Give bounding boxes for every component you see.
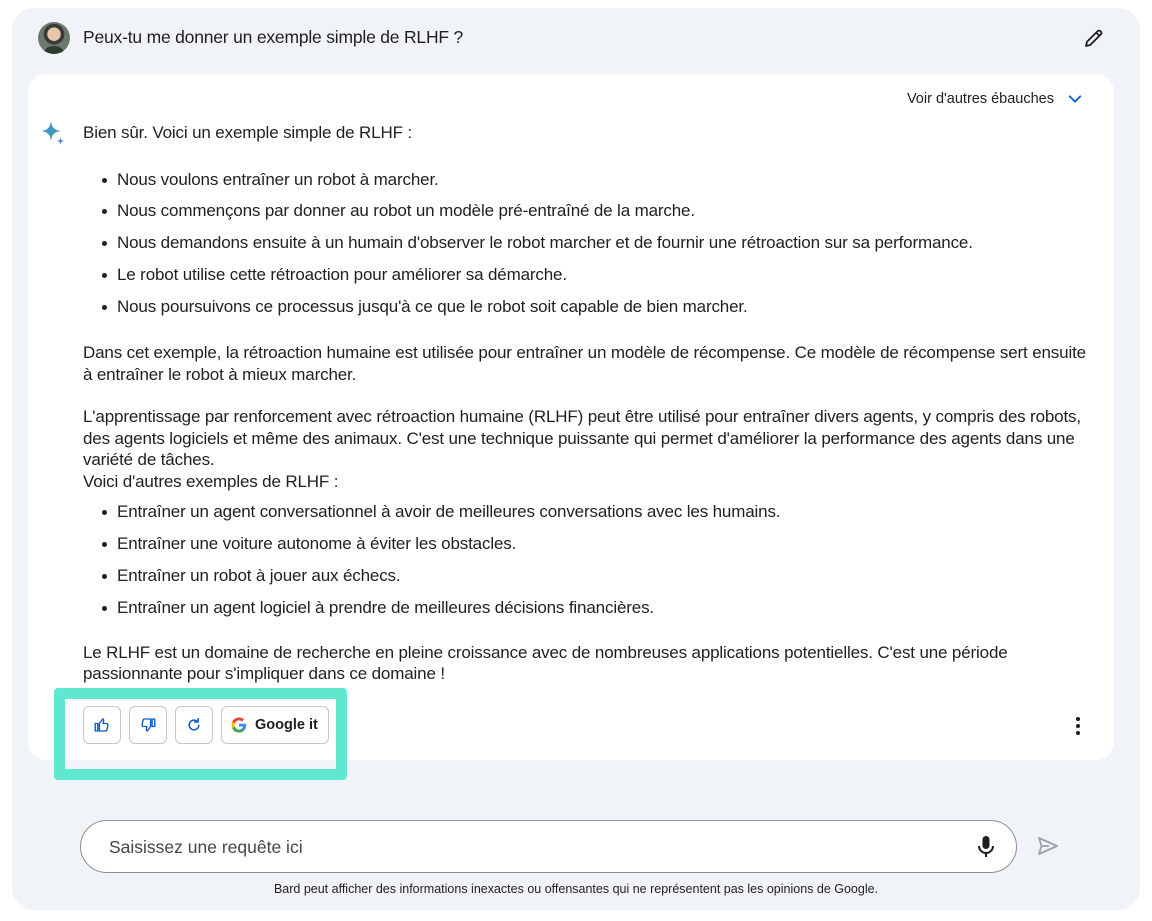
more-vert-icon [1068,714,1088,738]
thumbs-up-button[interactable] [83,706,121,744]
response-paragraph: Le RLHF est un domaine de recherche en pleine croissance avec de nombreuses applications potentielles. C'est une période passionnante pour s'impliquer dans ce domaine ! [83,642,1008,684]
bard-sparkle-icon [39,120,67,148]
regenerate-button[interactable] [175,706,213,744]
steps-list [83,169,1093,328]
list-item: Entraîner un agent conversationnel à avoir de meilleures conversations avec les humains. [83,501,1093,533]
edit-prompt-button[interactable] [1082,26,1106,50]
chat-frame [12,8,1140,910]
list-item: Entraîner une voiture autonome à éviter les obstacles. [83,533,1093,565]
voice-input-button[interactable] [974,834,998,860]
list-item: Nous poursuivons ce processus jusqu'à ce que le robot soit capable de bien marcher. [83,296,1093,328]
view-drafts-button[interactable] [907,88,1084,110]
response-paragraph: Voici d'autres exemples de RLHF : [83,471,339,491]
list-item: Entraîner un robot à jouer aux échecs. [83,565,1093,597]
response-content [83,122,1093,685]
chevron-down-icon [1066,90,1084,108]
google-logo [230,716,248,734]
more-options-button[interactable] [1068,714,1088,738]
user-prompt-text: Peux-tu me donner un exemple simple de RLHF ? [83,27,464,47]
microphone-icon [974,834,998,860]
list-item: Nous commençons par donner au robot un modèle pré-entraîné de la marche. [83,200,1093,232]
response-actions [83,706,329,744]
user-prompt-row [12,8,1140,70]
send-button[interactable] [1036,834,1060,858]
view-drafts-label: Voir d'autres ébauches [906,91,1054,107]
thumbs-down-icon [139,716,157,734]
response-paragraph: Dans cet exemple, la rétroaction humaine est utilisée pour entraîner un modèle de récompense. Ce modèle de récompense sert ensuite à entraîner le robot à mieux marcher. [83,343,1086,384]
thumbs-down-button[interactable] [129,706,167,744]
pencil-icon [1082,26,1106,50]
thumbs-up-icon [93,716,111,734]
regenerate-icon [185,716,203,734]
disclaimer-text: Bard peut afficher des informations inexactes ou offensantes qui ne représentent pas les opinions de Google. [273,882,879,896]
google-it-label: Google it [255,717,318,733]
prompt-input[interactable] [109,833,949,861]
user-avatar [38,22,70,54]
send-icon [1036,834,1060,858]
response-paragraph: L'apprentissage par renforcement avec rétroaction humaine (RLHF) peut être utilisé pour entraîner divers agents, y compris des robots, des agents logiciels et même des animaux. C'est une technique puissante qui permet d'améliorer la performance des agents dans une variété de tâches. [83,407,1081,470]
google-it-button[interactable] [221,706,329,744]
response-intro: Bien sûr. Voici un exemple simple de RLHF : [83,123,412,142]
prompt-input-box[interactable] [80,820,1017,873]
list-item: Entraîner un agent logiciel à prendre de meilleures décisions financières. [83,597,1093,629]
examples-list [83,501,1093,628]
list-item: Nous voulons entraîner un robot à marcher. [83,169,1093,201]
response-card [28,74,1114,760]
list-item: Le robot utilise cette rétroaction pour améliorer sa démarche. [83,264,1093,296]
list-item: Nous demandons ensuite à un humain d'observer le robot marcher et de fournir une rétroaction sur sa performance. [83,232,1093,264]
